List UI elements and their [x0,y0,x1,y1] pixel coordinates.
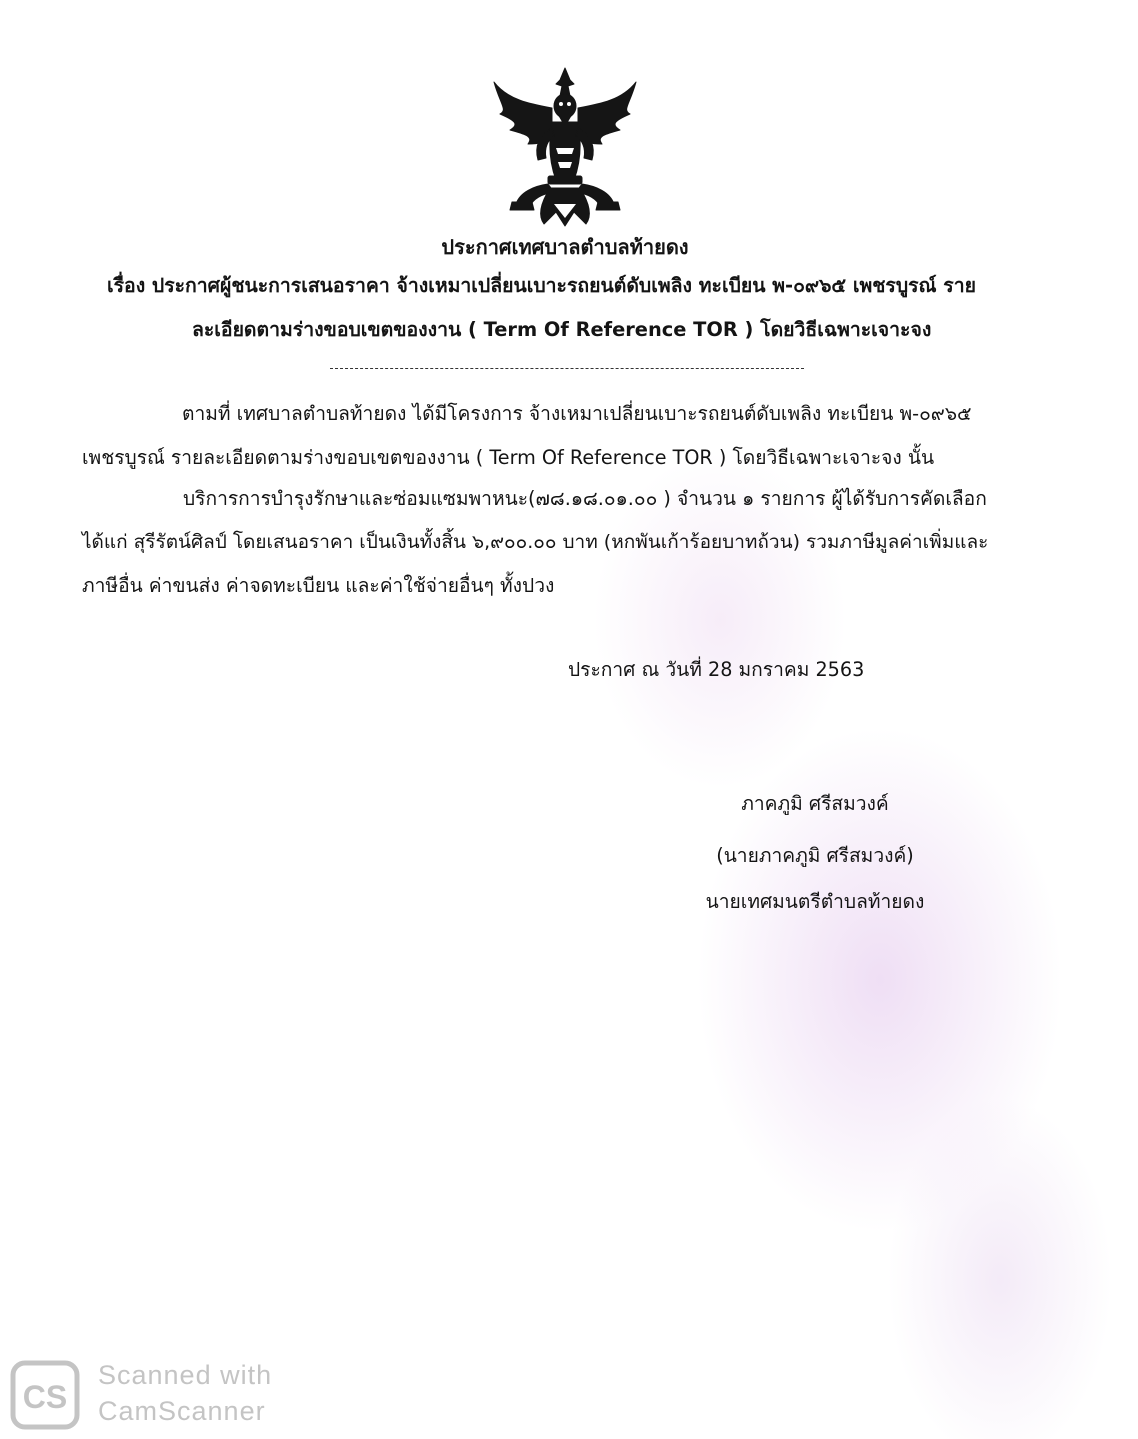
announcement-title: ประกาศเทศบาลตำบลท้ายดง [441,235,689,259]
signatory-position: นายเทศมนตรีตำบลท้ายดง [705,890,925,913]
scanned-with-text: Scanned with [98,1360,273,1390]
subject-line-2: ละเอียดตามร่างขอบเขตของงาน ( Term Of Reference TOR ) โดยวิธีเฉพาะเจาะจง [192,318,932,341]
printed-name: (นายภาคภูมิ ศรีสมวงค์) [716,844,914,867]
announcement-date: ประกาศ ณ วันที่ 28 มกราคม 2563 [568,658,865,681]
paragraph-2-line-2: ได้แก่ สุรีรัตน์ศิลป์ โดยเสนอราคา เป็นเงินทั้งสิ้น ๖,๙๐๐.๐๐ บาท (หกพันเก้าร้อยบาทถ้วน) รวมภาษีมูลค่าเพิ่มและ [82,531,989,553]
camscanner-logo-text: CS [22,1379,68,1415]
paragraph-2-line-3: ภาษีอื่น ค่าขนส่ง ค่าจดทะเบียน และค่าใช้จ่ายอื่นๆ ทั้งปวง [82,574,555,597]
paragraph-1-line-2: เพชรบูรณ์ รายละเอียดตามร่างขอบเขตของงาน ( Term Of Reference TOR ) โดยวิธีเฉพาะเจาะจง นั้น [82,446,935,469]
paragraph-2-line-1: บริการการบำรุงรักษาและซ่อมแซมพาหนะ(๗๘.๑๘.๐๑.๐๐ ) จำนวน ๑ รายการ ผู้ได้รับการคัดเลือก [183,487,987,510]
signature-name: ภาคภูมิ ศรีสมวงค์ [741,792,889,815]
garuda-emblem-icon [490,64,640,228]
camscanner-text: CamScanner [98,1396,266,1426]
paragraph-1-line-1: ตามที่ เทศบาลตำบลท้ายดง ได้มีโครงการ จ้างเหมาเปลี่ยนเบาะรถยนต์ดับเพลิง ทะเบียน พ-๐๙๖๕ [182,402,972,425]
section-divider [330,368,804,369]
camscanner-logo-icon [10,1360,80,1430]
subject-line-1: เรื่อง ประกาศผู้ชนะการเสนอราคา จ้างเหมาเปลี่ยนเบาะรถยนต์ดับเพลิง ทะเบียน พ-๐๙๖๕ เพชรบูรณ์ ราย [107,274,976,297]
